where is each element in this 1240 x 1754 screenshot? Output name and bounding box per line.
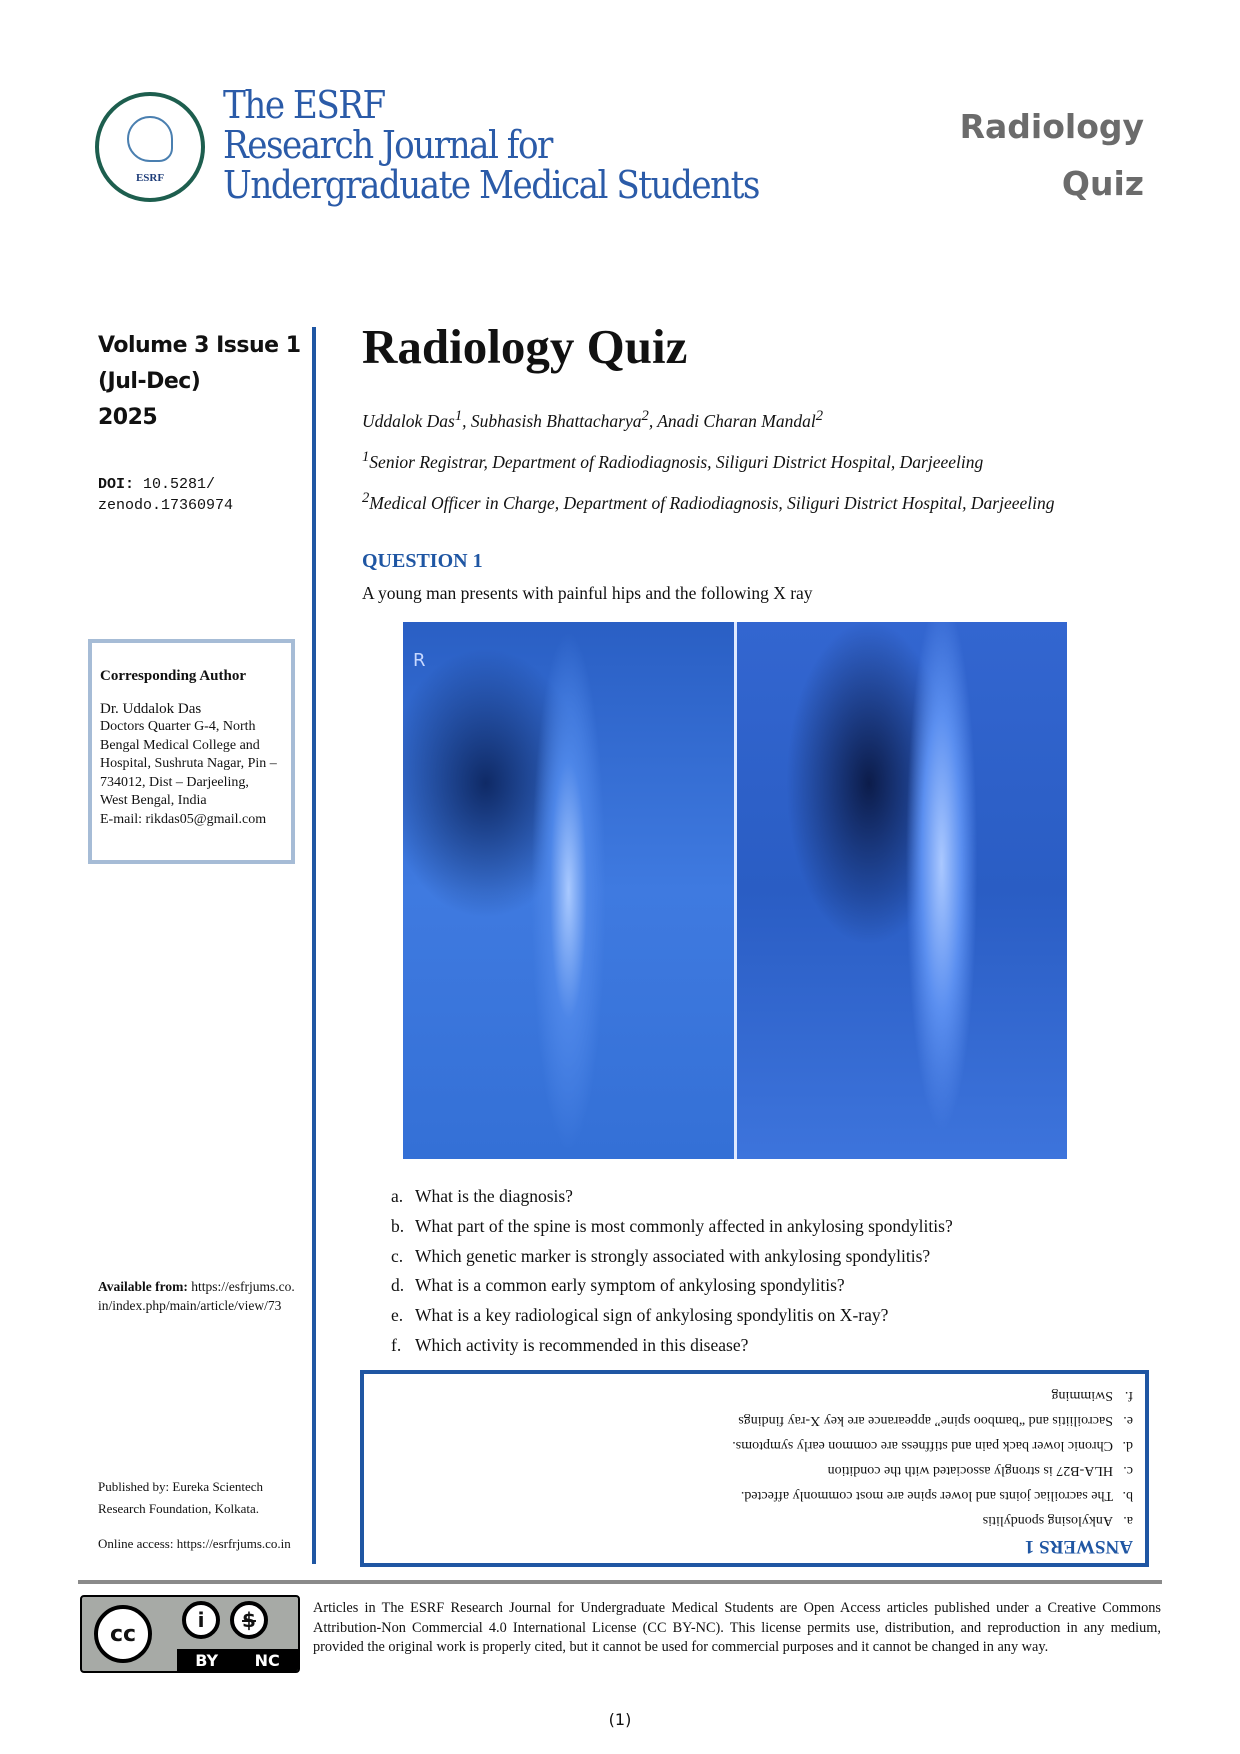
xray-lateral-view <box>737 622 1068 1159</box>
cc-nc-label: NC <box>254 1650 280 1670</box>
item-text: Chronic lower back pain and stiffness are common early symptoms. <box>732 1438 1113 1453</box>
item-text: What is the diagnosis? <box>415 1186 573 1206</box>
item-text: The sacroiliac joints and lower spine are most commonly affected. <box>740 1488 1113 1503</box>
item-letter: c. <box>1123 1463 1133 1478</box>
list-item <box>391 1275 953 1305</box>
item-text: What part of the spine is most commonly affected in ankylosing spondylitis? <box>415 1215 953 1236</box>
address-line: Hospital, Sushruta Nagar, Pin – <box>100 756 277 771</box>
section-label <box>960 98 1144 212</box>
affiliation-text: Medical Officer in Charge, Department of Radiodiagnosis, Siliguri District Hospital, Darjeeeling <box>369 492 1055 513</box>
corresponding-author-box <box>88 639 295 864</box>
doi-value[interactable]: 10.5281/ <box>134 476 216 493</box>
affiliation-text: Senior Registrar, Department of Radiodiagnosis, Siliguri District Hospital, Darjeeeling <box>369 451 984 472</box>
affiliation-sup: 2 <box>362 489 370 506</box>
authors-block <box>362 398 1055 520</box>
answers-box-upside-down <box>360 1370 1149 1567</box>
item-letter: b. <box>391 1215 405 1236</box>
item-letter: d. <box>1122 1438 1133 1453</box>
license-text: Articles in The ESRF Research Journal for Undergraduate Medical Students are Open Access articles published under a Creative Commons Attribution-Non Commercial 4.0 International License (CC BY-NC). This license permits use, distribution, and reproduction in any medium, provided the original work is properly cited, but it cannot be used for commercial purposes and it cannot be changed in any way. <box>313 1600 1161 1655</box>
cc-icon <box>94 1605 152 1663</box>
address-line: 734012, Dist – Darjeeling, <box>100 774 249 790</box>
list-item <box>391 1335 953 1365</box>
volume-line: (Jul-Dec) <box>98 369 201 394</box>
item-text: What is a key radiological sign of ankylosing spondylitis on X-ray? <box>415 1305 889 1326</box>
article-link[interactable]: https://esfrjums.co.in/index.php/main/article/view/73 <box>98 1279 295 1313</box>
author-sup: 2 <box>641 408 649 424</box>
author-sup: 1 <box>454 408 463 424</box>
answers-heading: ANSWERS 1 <box>1024 1536 1133 1557</box>
answer-item <box>376 1508 1133 1533</box>
volume-line: 2025 <box>98 405 158 430</box>
address-line: West Bengal, India <box>100 793 207 808</box>
list-item <box>391 1186 953 1216</box>
item-text: Swimming <box>1051 1388 1113 1403</box>
author: Uddalok Das <box>362 410 455 431</box>
author: , Subhasish Bhattacharya <box>462 410 642 431</box>
volume-info <box>98 328 301 436</box>
answer-item <box>376 1408 1133 1433</box>
page-title: Radiology Quiz <box>362 319 688 374</box>
item-letter: d. <box>391 1275 405 1296</box>
footer-divider <box>78 1580 1162 1584</box>
item-letter: e. <box>1123 1413 1133 1428</box>
affiliation <box>362 439 1055 480</box>
section-line: Quiz <box>1061 164 1144 203</box>
author: , Anadi Charan Mandal <box>648 410 816 431</box>
affiliation-sup: 1 <box>362 448 370 465</box>
item-text: Ankylosing spondylitis <box>982 1513 1113 1528</box>
item-text: Which genetic marker is strongly associated with ankylosing spondylitis? <box>415 1245 931 1266</box>
author-list <box>362 398 1055 439</box>
address-line: Bengal Medical College and <box>100 737 260 753</box>
item-letter: c. <box>391 1245 404 1266</box>
item-text: Which activity is recommended in this disease? <box>415 1334 749 1355</box>
author-name: Dr. Uddalok Das <box>100 700 202 717</box>
list-item <box>391 1305 953 1335</box>
section-line: Radiology <box>959 107 1144 146</box>
online-access[interactable]: Online access: https://esrfrjums.co.in <box>98 1536 291 1551</box>
list-item <box>391 1216 953 1246</box>
journal-name <box>223 85 759 205</box>
logo-text: ESRF <box>135 172 165 184</box>
author-sup: 2 <box>815 408 824 424</box>
cc-by-label: BY <box>195 1650 219 1670</box>
doi-value-cont[interactable]: zenodo.17360974 <box>98 497 234 514</box>
item-letter: a. <box>1123 1513 1133 1528</box>
column-divider <box>312 327 316 1564</box>
cc-label-bar <box>177 1649 298 1671</box>
xray-ap-view <box>403 622 737 1159</box>
item-letter: e. <box>391 1305 404 1326</box>
doi <box>98 474 233 516</box>
item-letter: f. <box>1124 1388 1133 1403</box>
publisher: Published by: Eureka Scientech Research Foundation, Kolkata. <box>98 1479 263 1516</box>
affiliation <box>362 480 1055 521</box>
item-letter: b. <box>1122 1488 1133 1503</box>
doi-label: DOI: <box>98 476 135 493</box>
attribution-person-icon: i <box>182 1601 220 1639</box>
cc-symbol: cc <box>109 1621 137 1647</box>
page-number: (1) <box>608 1710 632 1729</box>
corresponding-heading: Corresponding Author <box>100 668 247 684</box>
item-letter: f. <box>391 1334 402 1355</box>
answer-list <box>376 1383 1133 1533</box>
journal-line: Undergraduate Medical Students <box>223 163 759 207</box>
brain-head-icon <box>127 116 173 162</box>
item-letter: a. <box>391 1186 404 1206</box>
available-from <box>98 1278 298 1315</box>
xray-image <box>403 622 1067 1159</box>
non-commercial-icon: $ <box>230 1601 268 1639</box>
volume-line: Volume 3 Issue 1 <box>98 333 301 358</box>
xray-marker: R <box>413 650 426 671</box>
question-heading: QUESTION 1 <box>362 550 483 572</box>
email[interactable]: E-mail: rikdas05@gmail.com <box>100 811 267 827</box>
question-text: A young man presents with painful hips and the following X ray <box>362 583 813 603</box>
question-list <box>391 1186 953 1365</box>
answer-item <box>376 1383 1133 1408</box>
answer-item <box>376 1433 1133 1458</box>
available-label: Available from: <box>98 1279 188 1294</box>
journal-line: The ESRF <box>223 83 385 127</box>
answer-item <box>376 1483 1133 1508</box>
list-item <box>391 1246 953 1276</box>
journal-logo <box>95 92 205 202</box>
item-text: What is a common early symptom of ankylosing spondylitis? <box>415 1275 845 1296</box>
answer-item <box>376 1458 1133 1483</box>
item-text: Sacroiliitis and “bamboo spine” appearance are key X-ray findings <box>738 1413 1113 1428</box>
cc-by-nc-badge[interactable] <box>80 1595 300 1673</box>
journal-line: Research Journal for <box>223 123 552 167</box>
address-line: Doctors Quarter G-4, North <box>100 719 256 734</box>
item-text: HLA-B27 is strongly associated with the condition <box>827 1463 1113 1478</box>
